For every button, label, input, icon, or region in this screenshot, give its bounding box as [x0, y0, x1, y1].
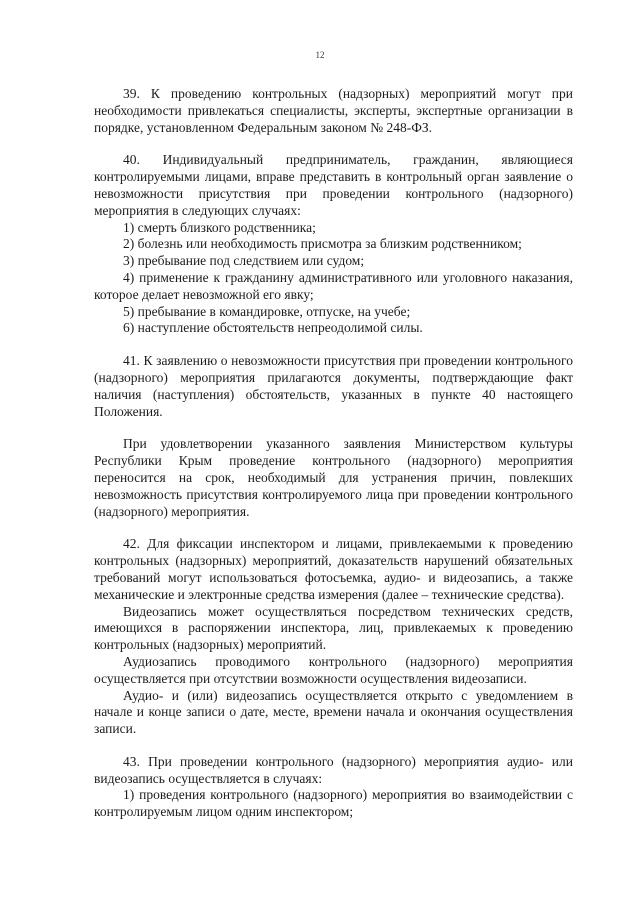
- paragraph-42-video: Видеозапись может осуществляться посредством технических средств, имеющихся в распоряжении инспектора, лиц, привлекаемых к проведению контрольных (надзорных) мероприятий.: [94, 603, 573, 653]
- paragraph-42-open-recording: Аудио- и (или) видеозапись осуществляется открыто с уведомлением в начале и конце записи о дате, месте, времени начала и окончания осуществления записи.: [94, 687, 573, 737]
- document-body: [94, 86, 573, 821]
- paragraph-42-audio: Аудиозапись проводимого контрольного (надзорного) мероприятия осуществляется при отсутствии возможности осуществления видеозаписи.: [94, 653, 573, 686]
- paragraph-41: 41. К заявлению о невозможности присутствия при проведении контрольного (надзорного) мероприятия прилагаются документы, подтверждающие факт наличия (наступления) обстоятельств, указанных в пункте 40 настоящего Положения.: [94, 353, 573, 419]
- list-item: 5) пребывание в командировке, отпуске, на учебе;: [123, 303, 411, 319]
- paragraph-42: 42. Для фиксации инспектором и лицами, привлекаемыми к проведению контрольных (надзорных) мероприятий, доказательств нарушений обязательных требований могут использоваться фотосъемка, аудио- и видеозапись, а также механические и электронные средства измерения (далее – технические средства).: [94, 536, 573, 602]
- list-item: 1) проведения контрольного (надзорного) мероприятия во взаимодействии с контролируемым лицом одним инспектором;: [94, 787, 573, 820]
- list-item: 1) смерть близкого родственника;: [123, 219, 316, 235]
- list-item: 2) болезнь или необходимость присмотра за близким родственником;: [123, 236, 522, 252]
- paragraph-43: 43. При проведении контрольного (надзорного) мероприятия аудио- или видеозапись осуществляется в случаях:: [94, 753, 573, 786]
- list-item: 4) применение к гражданину административного или уголовного наказания, которое делает невозможной его явку;: [94, 269, 573, 302]
- paragraph-39: 39. К проведению контрольных (надзорных) мероприятий могут при необходимости привлекаться специалисты, эксперты, экспертные организации в порядке, установленном Федеральным законом № 248-ФЗ.: [94, 86, 573, 135]
- paragraph-41-continuation: При удовлетворении указанного заявления Министерством культуры Республики Крым проведение контрольного (надзорного) мероприятия переносится на срок, необходимый для устранения причин, повлекших невозможность присутствия контролируемого лица при проведении контрольного (надзорного) мероприятия.: [94, 436, 573, 519]
- paragraph-40: 40. Индивидуальный предприниматель, гражданин, являющиеся контролируемыми лицами, вправе представить в контрольный орган заявление о невозможности присутствия при проведении контрольного (надзорного) мероприятия в следующих случаях:: [94, 152, 573, 218]
- list-item: 3) пребывание под следствием или судом;: [123, 253, 365, 269]
- list-item: 6) наступление обстоятельств непреодолимой силы.: [123, 320, 423, 336]
- page-number: 12: [315, 50, 325, 60]
